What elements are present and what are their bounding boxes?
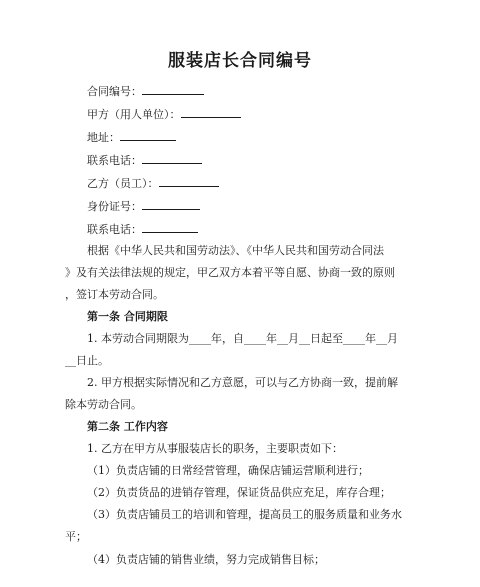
field-label: 甲方（用人单位）： (87, 108, 181, 121)
article-1-item-2-line-1: 2. 甲方根据实际情况和乙方意愿，可以与乙方协商一致，提前解 (87, 376, 398, 389)
intro-line-2: 》及有关法律法规的规定，甲乙双方本着平等自愿、协商一致的原则 (65, 266, 395, 279)
field-phone-b (87, 222, 198, 237)
article-2-duty-2: （2）负责货品的进销存管理，保证货品供应充足，库存合理； (87, 486, 391, 499)
intro-line-1: 根据《中华人民共和国劳动法》、《中华人民共和国劳动合同法 (87, 244, 384, 257)
article-2-heading: 第二条 工作内容 (87, 420, 168, 433)
field-id-number (87, 199, 200, 214)
intro-line-3: ，签订本劳动合同。 (65, 288, 164, 301)
article-2-duty-1: （1）负责店铺的日常经营管理，确保店铺运营顺利进行； (87, 464, 369, 477)
field-blank (142, 222, 198, 233)
article-2-duty-3-line-2: 平； (65, 530, 87, 543)
article-2-item-1: 1. 乙方在甲方从事服装店长的职务，主要职责如下： (87, 442, 343, 455)
article-1-item-1-line-2: __日止。 (65, 354, 109, 367)
field-label: 地址： (87, 131, 120, 144)
field-phone-a (87, 153, 202, 168)
field-blank (159, 176, 219, 187)
field-label: 合同编号： (87, 85, 142, 98)
field-blank (120, 130, 176, 141)
field-label: 身份证号： (87, 200, 142, 213)
article-1-item-2-line-2: 除本劳动合同。 (65, 398, 142, 411)
field-label: 联系电话： (87, 154, 142, 167)
field-label: 乙方（员工）： (87, 177, 159, 190)
article-2-duty-3-line-1: （3）负责店铺员工的培训和管理，提高员工的服务质量和业务水 (87, 508, 402, 521)
field-party-a (87, 107, 241, 122)
field-party-b (87, 176, 219, 191)
article-1-item-1-line-1: 1. 本劳动合同期限为____年，自____年__月__日起至____年__月 (87, 332, 398, 345)
field-blank (142, 153, 202, 164)
field-blank (142, 84, 204, 95)
field-contract-number (87, 84, 204, 99)
field-blank (142, 199, 200, 210)
field-blank (181, 107, 241, 118)
article-2-duty-4: （4）负责店铺的销售业绩，努力完成销售目标； (87, 553, 325, 566)
field-label: 联系电话： (87, 223, 142, 236)
article-1-heading: 第一条 合同期限 (87, 310, 168, 323)
field-address (87, 130, 176, 145)
document-title: 服装店长合同编号 (168, 51, 312, 71)
